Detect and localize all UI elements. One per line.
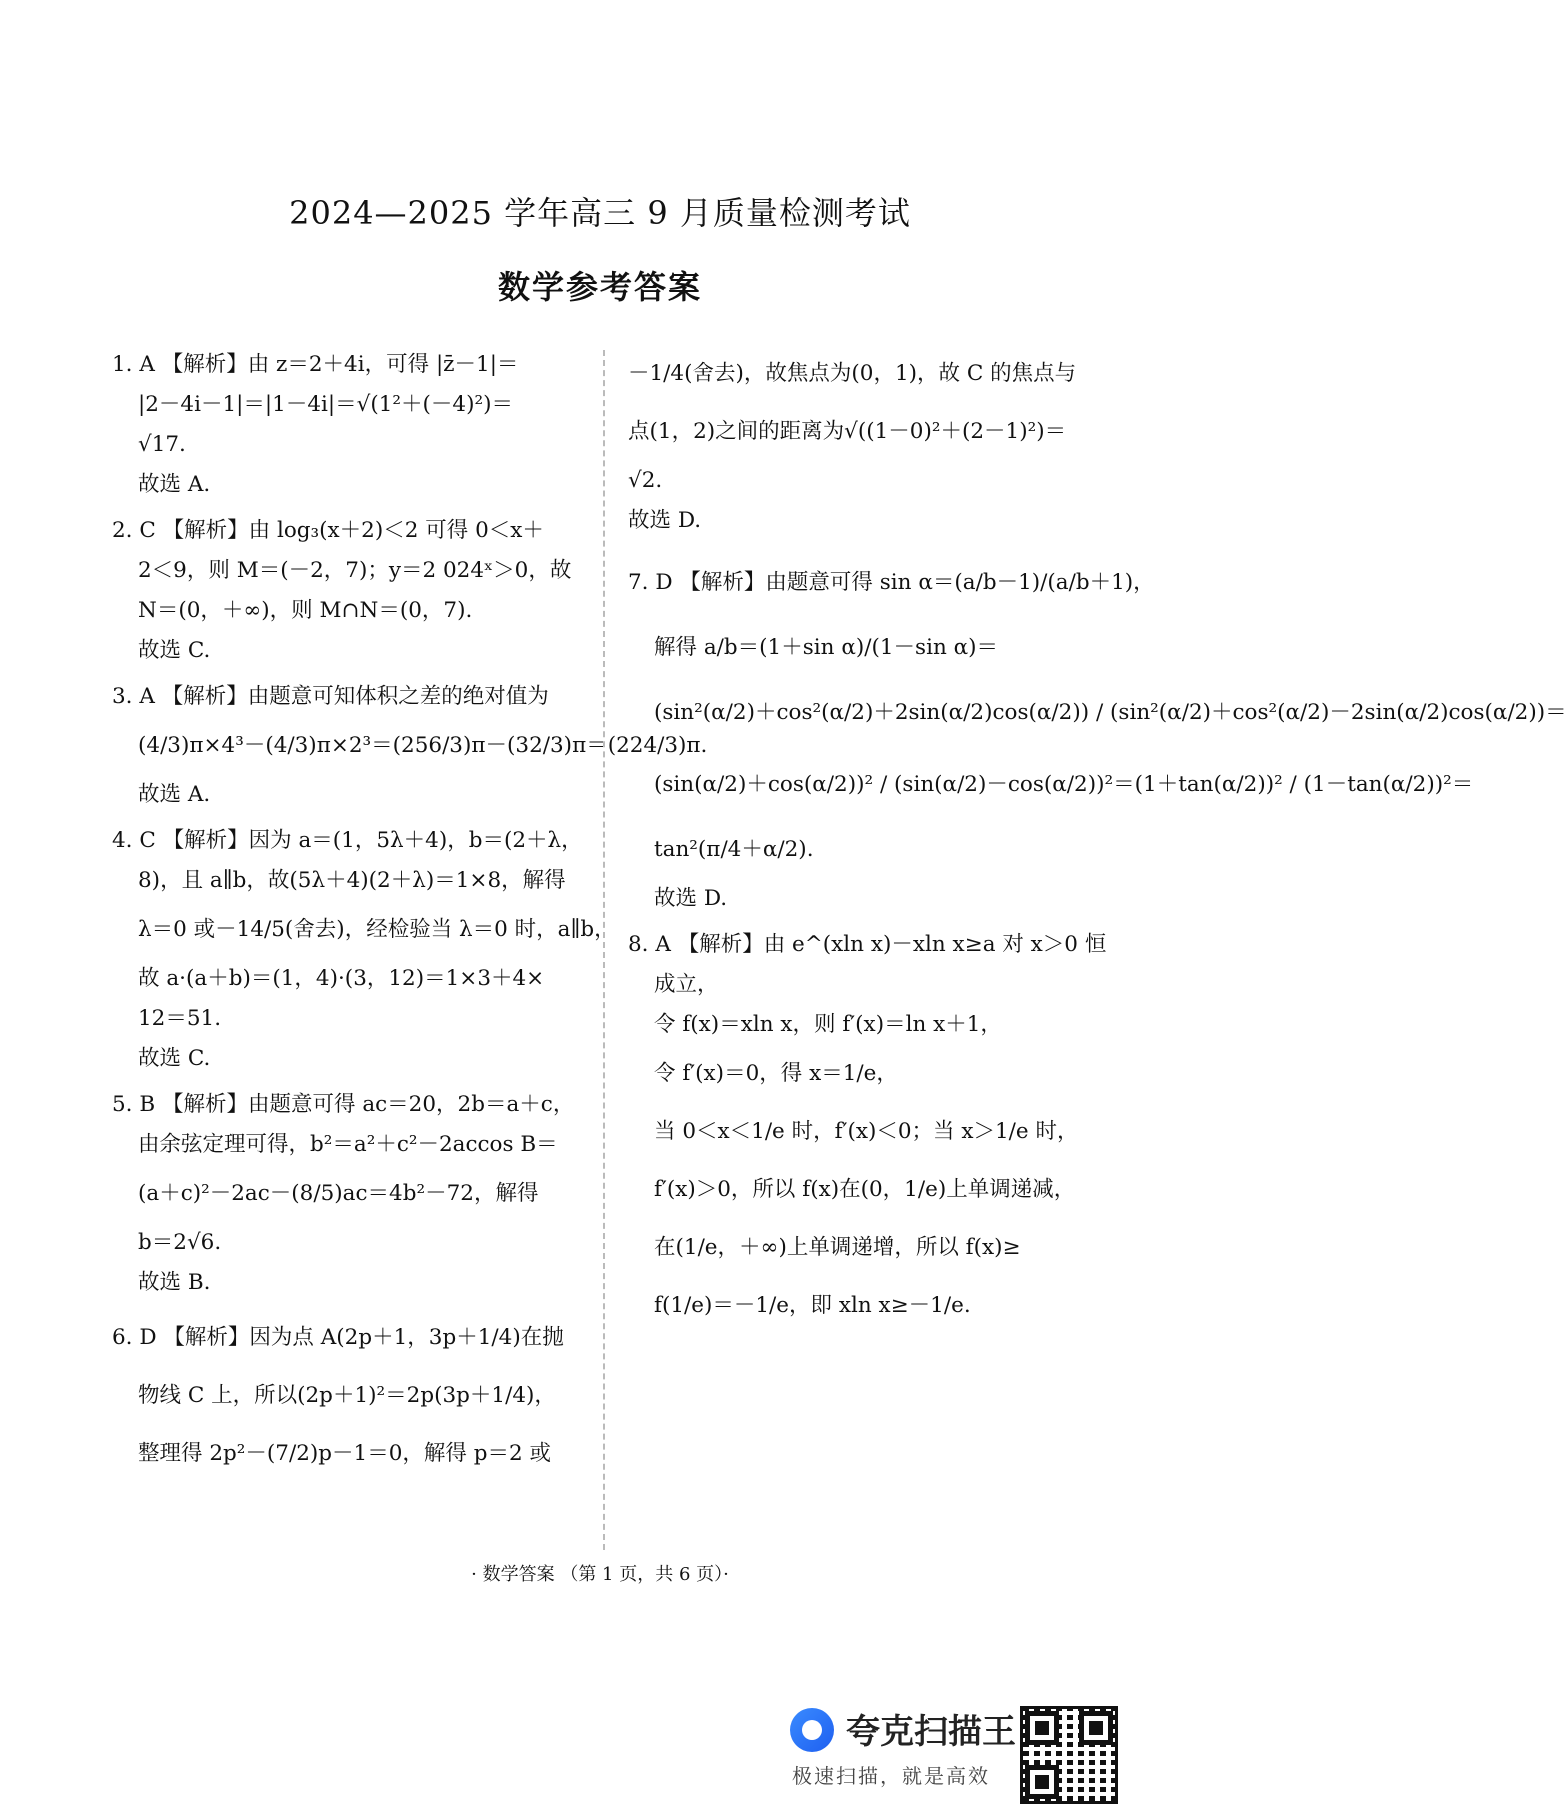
- page-footer: · 数学答案 （第 1 页，共 6 页）·: [471, 1564, 729, 1585]
- left-column-line: |2－4i－1|＝|1－4i|＝√(1²＋(－4)²)＝: [138, 392, 513, 417]
- left-column-line: 6. D 【解析】因为点 A(2p＋1，3p＋1/4)在抛: [112, 1325, 564, 1350]
- qr-code-icon: [1020, 1706, 1118, 1804]
- right-column-line: √2.: [628, 468, 663, 493]
- right-column-line: f(1/e)＝－1/e，即 xln x≥－1/e.: [654, 1293, 971, 1318]
- right-column-line: 当 0＜x＜1/e 时，f′(x)＜0；当 x＞1/e 时，: [654, 1119, 1079, 1144]
- right-column-line: (sin(α/2)＋cos(α/2))² / (sin(α/2)－cos(α/2))²＝(1＋tan(α/2))² / (1－tan(α/2))²＝: [654, 772, 1474, 797]
- page-title: 2024—2025 学年高三 9 月质量检测考试: [289, 194, 911, 232]
- qr-corner-icon: [1025, 1711, 1059, 1745]
- right-column-line: (sin²(α/2)＋cos²(α/2)＋2sin(α/2)cos(α/2)) / (sin²(α/2)＋cos²(α/2)－2sin(α/2)cos(α/2))＝: [654, 700, 1567, 725]
- left-column-line: 5. B 【解析】由题意可得 ac＝20，2b＝a＋c，: [112, 1092, 575, 1117]
- left-column-line: 4. C 【解析】因为 a＝(1，5λ＋4)，b＝(2＋λ，: [112, 828, 583, 853]
- right-column-line: f′(x)＞0，所以 f(x)在(0，1/e)上单调递减，: [654, 1177, 1076, 1202]
- right-column-line: 成立，: [654, 972, 719, 997]
- left-column-line: 1. A 【解析】由 z＝2＋4i，可得 |z̄－1|＝: [112, 352, 519, 377]
- left-column-line: (4/3)π×4³－(4/3)π×2³＝(256/3)π－(32/3)π＝(224/3)π.: [138, 733, 708, 758]
- page-subtitle: 数学参考答案: [497, 268, 702, 306]
- left-column-line: 12＝51.: [138, 1006, 222, 1031]
- left-column-line: 整理得 2p²－(7/2)p－1＝0，解得 p＝2 或: [138, 1441, 552, 1466]
- right-column-line: 故选 D.: [628, 508, 702, 533]
- right-column: [628, 345, 1567, 1335]
- right-column-line: 点(1，2)之间的距离为√((1－0)²＋(2－1)²)＝: [628, 419, 1067, 444]
- right-column-line: 令 f′(x)＝0，得 x＝1/e，: [654, 1061, 898, 1086]
- right-column-line: 解得 a/b＝(1＋sin α)/(1－sin α)＝: [654, 635, 999, 660]
- left-column-line: 故选 B.: [138, 1270, 211, 1295]
- left-column-line: 2. C 【解析】由 log₃(x＋2)＜2 可得 0＜x＋: [112, 518, 544, 543]
- left-column-line: 故选 C.: [138, 638, 211, 663]
- brand-logo-icon: [790, 1708, 834, 1752]
- right-column-line: 8. A 【解析】由 e^(xln x)－xln x≥a 对 x＞0 恒: [628, 932, 1107, 957]
- brand-slogan: 极速扫描，就是高效: [792, 1764, 990, 1788]
- right-column-line: 故选 D.: [654, 886, 728, 911]
- brand-name: 夸克扫描王: [846, 1712, 1016, 1752]
- right-column-line: 在(1/e，＋∞)上单调递增，所以 f(x)≥: [654, 1235, 1021, 1260]
- left-column-line: 故选 A.: [138, 782, 211, 807]
- left-column-line: 由余弦定理可得，b²＝a²＋c²－2accos B＝: [138, 1132, 558, 1157]
- left-column-line: 故选 A.: [138, 472, 211, 497]
- left-column-line: 8)，且 a∥b，故(5λ＋4)(2＋λ)＝1×8，解得: [138, 868, 566, 893]
- left-column-line: 2＜9，则 M＝(－2，7)；y＝2 024ˣ＞0，故: [138, 558, 572, 583]
- left-column-line: 3. A 【解析】由题意可知体积之差的绝对值为: [112, 684, 549, 709]
- left-column-line: b＝2√6.: [138, 1230, 222, 1255]
- right-column-line: 令 f(x)＝xln x，则 f′(x)＝ln x＋1，: [654, 1012, 1002, 1037]
- qr-corner-icon: [1079, 1711, 1113, 1745]
- qr-corner-icon: [1025, 1765, 1059, 1799]
- left-column-line: √17.: [138, 432, 186, 457]
- right-column-line: tan²(π/4＋α/2).: [654, 837, 814, 862]
- left-column-line: 故选 C.: [138, 1046, 211, 1071]
- right-column-line: －1/4(舍去)，故焦点为(0，1)，故 C 的焦点与: [628, 361, 1077, 386]
- left-column-line: 物线 C 上，所以(2p＋1)²＝2p(3p＋1/4)，: [138, 1383, 556, 1408]
- left-column-line: λ＝0 或－14/5(舍去)，经检验当 λ＝0 时，a∥b，: [138, 917, 616, 942]
- brand-block: [790, 1700, 1050, 1790]
- column-divider: [603, 350, 605, 1550]
- left-column-line: (a＋c)²－2ac－(8/5)ac＝4b²－72，解得: [138, 1181, 539, 1206]
- left-column-line: 故 a·(a＋b)＝(1，4)·(3，12)＝1×3＋4×: [138, 966, 545, 991]
- right-column-line: 7. D 【解析】由题意可得 sin α＝(a/b－1)/(a/b＋1)，: [628, 570, 1155, 595]
- left-column-line: N＝(0，＋∞)，则 M∩N＝(0，7).: [138, 598, 473, 623]
